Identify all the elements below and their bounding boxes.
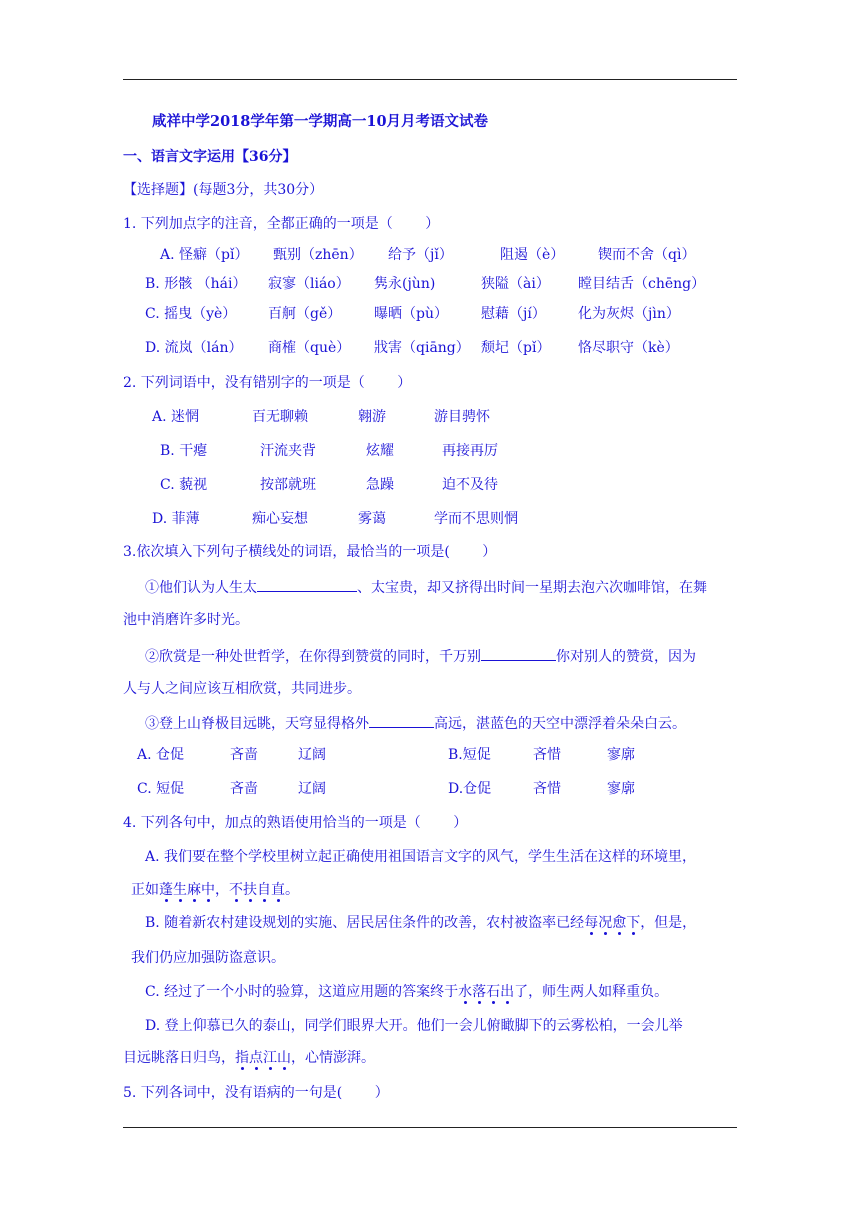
option-item: 百舸（gě） [268,306,342,322]
option-item: B.短促 [448,747,491,763]
question-5-stem: 5. 下列各词中，没有语病的一句是( ） [123,1085,389,1101]
option-item: 寥廓 [607,747,635,763]
option-item: 锲而不舍（qì） [598,247,696,263]
option-item: 翱游 [358,409,386,425]
option-item: C. 短促 [137,781,185,797]
option-item: 吝惜 [533,747,561,763]
option-item: 瞠目结舌（chēng） [578,276,706,292]
question-3-sentence-1-cont: 池中消磨许多时光。 [123,612,249,628]
option-item: 慰藉（jí） [481,306,546,322]
option-item: 学而不思则惘 [434,511,518,527]
sentence-text: 目远眺落日归鸟， [123,1050,235,1066]
question-3-sentence-3 [145,712,686,734]
sentence-text: 高远，湛蓝色的天空中漂浮着朵朵白云。 [434,716,686,732]
option-item: 百无聊赖 [252,409,308,425]
option-item: A. 迷惘 [152,409,200,425]
question-2-stem: 2. 下列词语中，没有错别字的一项是（ ） [123,375,412,391]
option-item: 戕害（qiāng） [374,340,470,356]
fill-blank [481,645,556,661]
option-item: 急躁 [366,477,394,493]
dotted-idiom: 蓬生麻中，不扶自直 [159,882,285,898]
question-4-option-d-line2 [123,1048,375,1068]
option-item: D.仓促 [448,781,492,797]
question-4-option-b-line2: 我们仍应加强防盗意识。 [131,950,285,966]
option-item: 寥廓 [607,781,635,797]
option-item: 恪尽职守（kè） [578,340,679,356]
option-item: 给予（jǐ） [388,247,453,263]
option-item: 按部就班 [260,477,316,493]
sentence-text: B. 随着新农村建设规划的实施、居民居住条件的改善，农村被盗率已经 [145,915,585,931]
question-3-sentence-2-cont: 人与人之间应该互相欣赏，共同进步。 [123,681,361,697]
exam-title: 咸祥中学2018学年第一学期高一10月月考语文试卷 [152,113,489,130]
option-item: C. 摇曳（yè） [145,306,237,322]
question-3-sentence-1 [145,576,707,598]
option-item: 迫不及待 [442,477,498,493]
section-heading: 一、语言文字运用【36分】 [123,149,297,165]
option-item: 甄别（zhēn） [273,247,363,263]
sentence-text: ①他们认为人生太 [145,580,257,596]
sentence-text: 。 [285,882,299,898]
sentence-text: ，心情澎湃。 [291,1050,375,1066]
footer-rule [123,1127,737,1128]
option-item: A. 怪癖（pǐ） [160,247,249,263]
question-4-option-a-line1: A. 我们要在整个学校里树立起正确使用祖国语言文字的风气，学生生活在这样的环境里， [145,849,697,865]
question-3-sentence-2 [145,645,696,667]
question-4-option-b-line1 [145,913,696,933]
question-1-stem: 1. 下列加点字的注音，全都正确的一项是（ ） [123,216,440,232]
sentence-text: ②欣赏是一种处世哲学，在你得到赞赏的同时，千万别 [145,649,481,665]
option-item: D. 菲薄 [152,511,200,527]
fill-blank [369,712,434,728]
option-item: 炫耀 [366,443,394,459]
question-3-stem: 3.依次填入下列句子横线处的词语，最恰当的一项是( ） [123,544,497,560]
option-item: 再接再厉 [442,443,498,459]
option-item: 狭隘（ài） [481,276,550,292]
option-item: 阻遏（è） [500,247,565,263]
option-item: 颓圮（pǐ） [481,340,551,356]
sentence-text: ，但是， [640,915,697,931]
option-item: 商榷（què） [268,340,351,356]
sentence-text: 、太宝贵，却又挤得出时间一星期去泡六次咖啡馆，在舞 [357,580,707,596]
option-item: 吝惜 [533,781,561,797]
header-rule [123,79,737,80]
option-item: A. 仓促 [137,747,185,763]
option-item: 寂寥（liáo） [268,276,350,292]
fill-blank [257,576,357,592]
choice-header: 【选择题】(每题3分，共30分） [123,182,324,198]
option-item: 化为灰烬（jìn） [578,306,680,322]
sentence-text: 正如 [131,882,159,898]
option-item: 痴心妄想 [252,511,308,527]
option-item: B. 形骸 （hái） [145,276,247,292]
option-item: 游目骋怀 [434,409,490,425]
option-item: 辽阔 [298,781,326,797]
sentence-text: 了，师生两人如释重负。 [514,984,669,1000]
option-item: B. 干瘪 [160,443,208,459]
dotted-idiom: 每况愈下 [584,915,641,931]
sentence-text: 你对别人的赞赏，因为 [556,649,696,665]
option-item: 隽永(jùn) [374,276,436,292]
option-item: 吝啬 [230,747,258,763]
question-4-option-c [145,982,668,1002]
option-item: C. 藐视 [160,477,208,493]
option-item: 曝晒（pù） [374,306,448,322]
option-item: 辽阔 [298,747,326,763]
option-item: 雾蔼 [358,511,386,527]
question-4-stem: 4. 下列各句中，加点的熟语使用恰当的一项是（ ） [123,815,468,831]
dotted-idiom: 水落石出 [458,984,515,1000]
sentence-text: C. 经过了一个小时的验算，这道应用题的答案终于 [145,984,459,1000]
dotted-idiom: 指点江山 [235,1050,291,1066]
question-4-option-a-line2 [131,880,299,900]
sentence-text: ③登上山脊极目远眺，天穹显得格外 [145,716,369,732]
option-item: 汗流夹背 [260,443,316,459]
question-4-option-d-line1: D. 登上仰慕已久的泰山，同学们眼界大开。他们一会儿俯瞰脚下的云雾松柏，一会儿举 [145,1018,683,1034]
option-item: 吝啬 [230,781,258,797]
option-item: D. 流岚（lán） [145,340,243,356]
